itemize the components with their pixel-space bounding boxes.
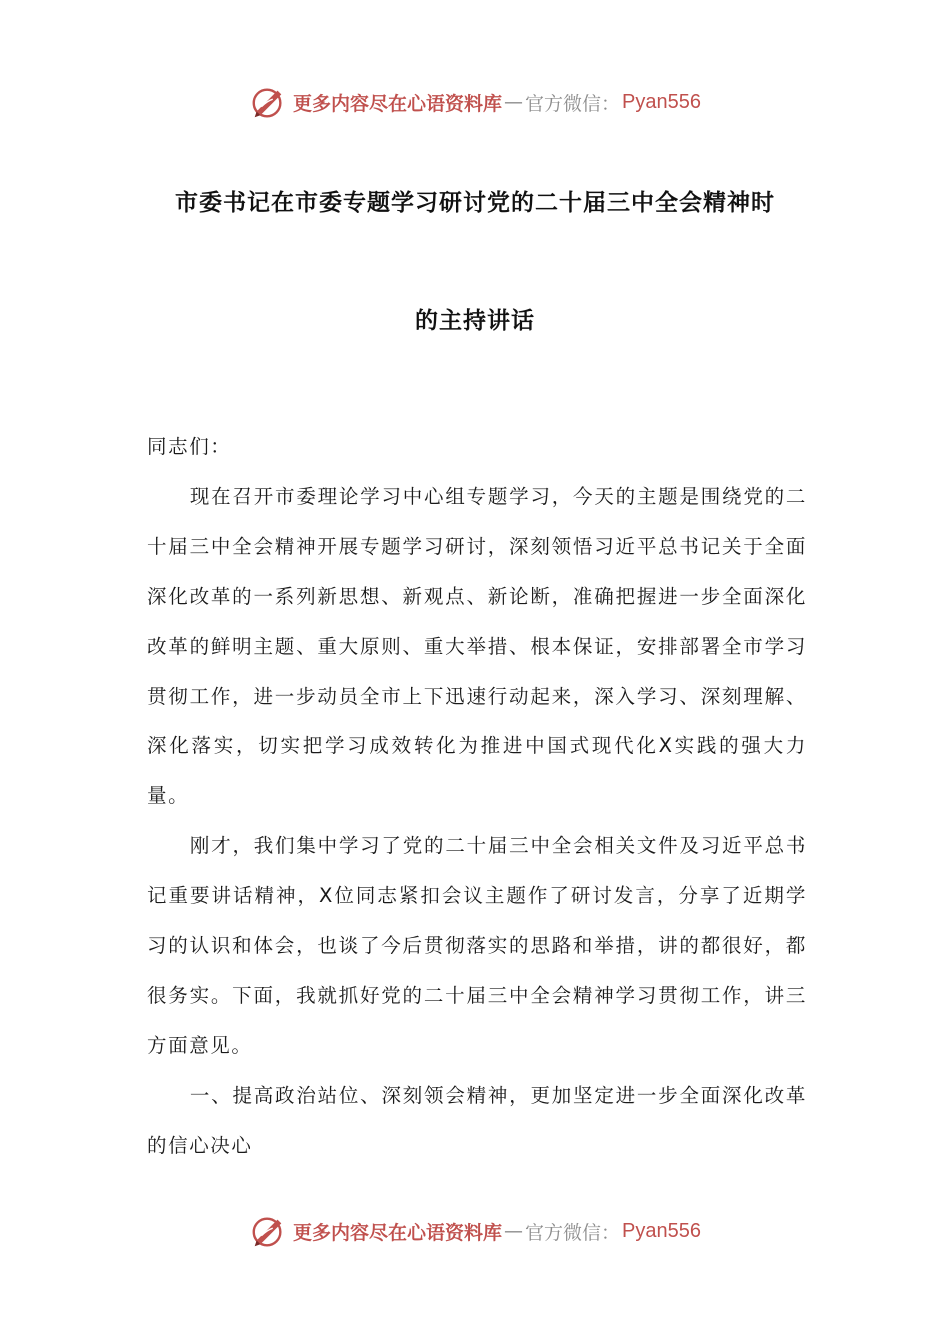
document-body [147,422,807,1171]
paragraph-2: 刚才，我们集中学习了党的二十届三中全会相关文件及习近平总书记重要讲话精神，X位同志紧扣会议主题作了研讨发言，分享了近期学习的认识和体会，也谈了今后贯彻落实的思路和举措，讲的都很好，都很务实。下面，我就抓好党的二十届三中全会精神学习贯彻工作，讲三方面意见。 [147,834,807,1057]
footer-banner [0,1209,950,1253]
banner-wechat-id: Pyan556 [622,90,701,113]
document-title-line-2: 的主持讲话 [415,308,535,334]
banner-dash: — [504,91,524,113]
pen-logo-icon [249,1212,287,1250]
header-banner [0,80,950,124]
paragraph-1: 现在召开市委理论学习中心组专题学习，今天的主题是围绕党的二十届三中全会精神开展专题学习研讨，深刻领悟习近平总书记关于全面深化改革的一系列新思想、新观点、新论断，准确把握进一步全面深化改革的鲜明主题、重大原则、重大举措、根本保证，安排部署全市学习贯彻工作，进一步动员全市上下迅速行动起来，深入学习、深刻理解、深化落实，切实把学习成效转化为推进中国式现代化X实践的强大力量。 [147,484,807,808]
document-title-line-1: 市委书记在市委专题学习研讨党的二十届三中全会精神时 [175,190,775,216]
section-heading-1: 一、提高政治站位、深刻领会精神，更加坚定进一步全面深化改革的信心决心 [147,1083,807,1157]
banner-main-text: 更多内容尽在心语资料库 [293,92,503,115]
salutation: 同志们： [147,435,232,458]
banner-wechat-label: 官方微信： [525,1221,621,1244]
banner-wechat-label: 官方微信： [525,92,621,115]
banner-main-text: 更多内容尽在心语资料库 [293,1221,503,1244]
banner-wechat-id: Pyan556 [622,1219,701,1242]
banner-dash: — [504,1220,524,1242]
pen-logo-icon [249,83,287,121]
